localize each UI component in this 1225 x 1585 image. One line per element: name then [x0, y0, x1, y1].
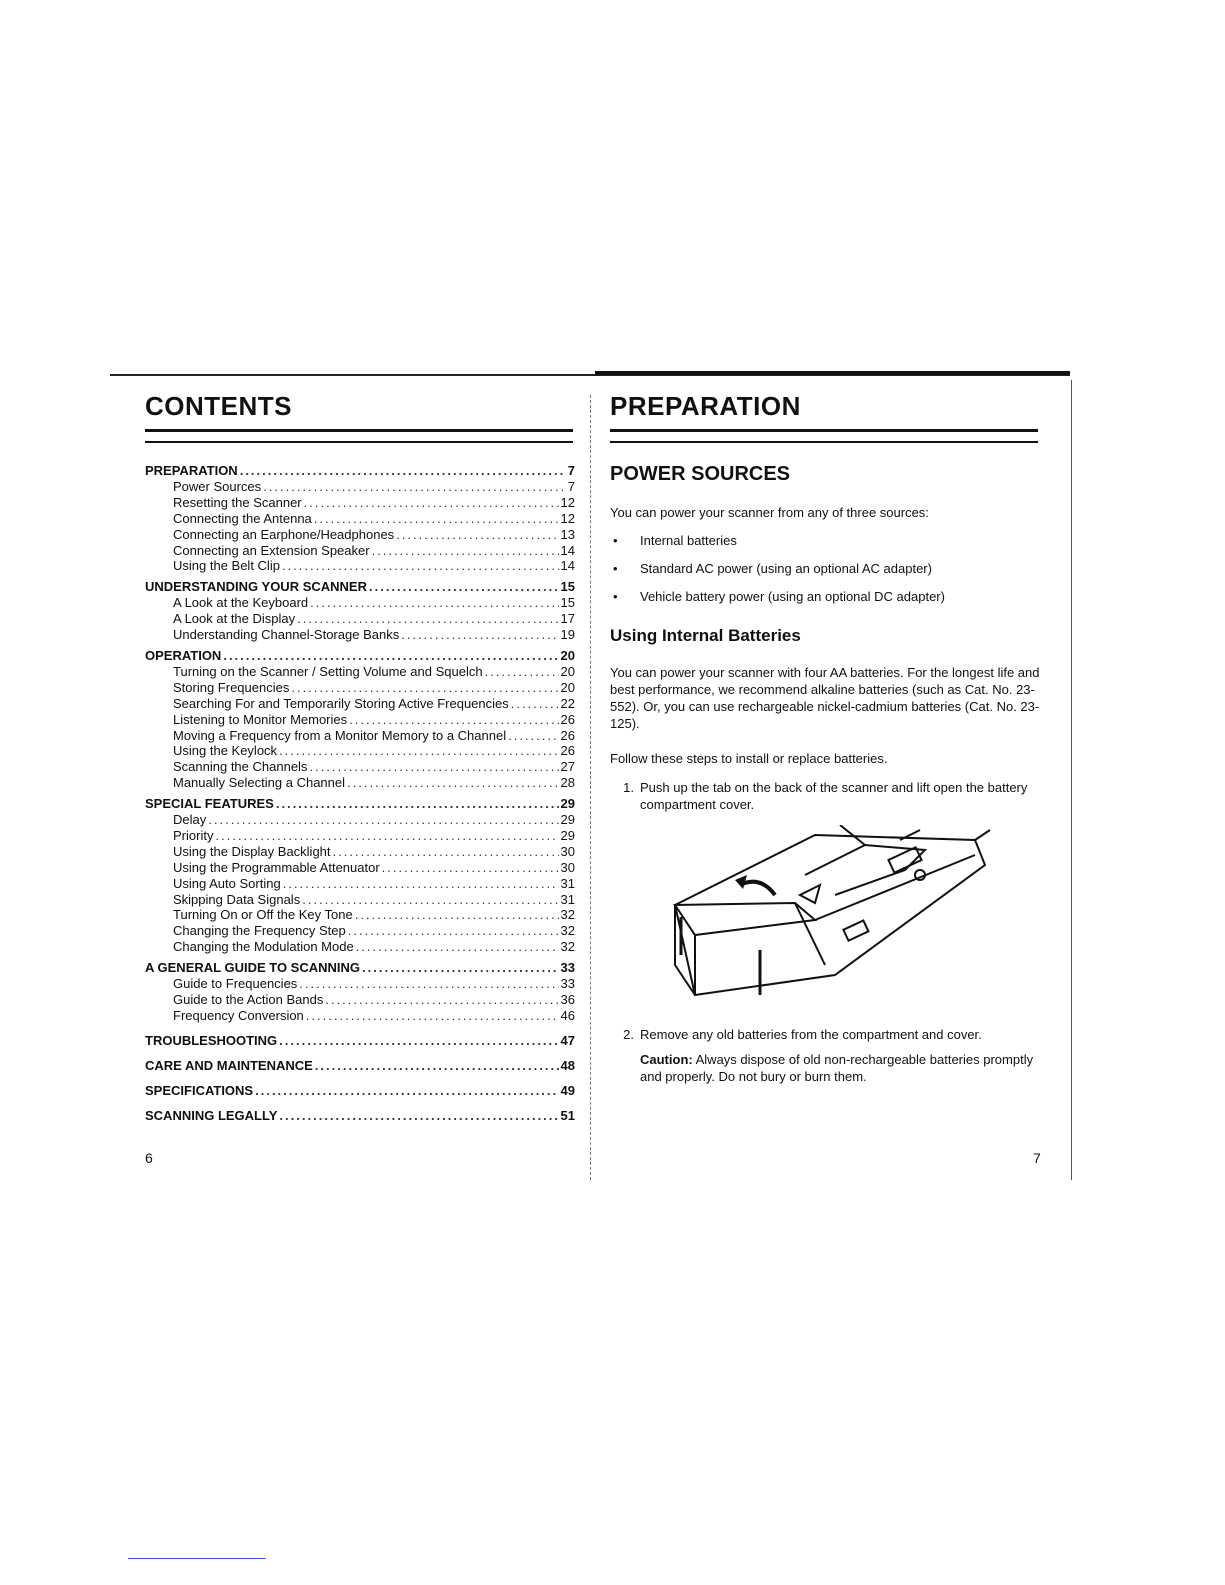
- toc-page-number: 33: [560, 976, 575, 992]
- center-gutter-line: [590, 395, 591, 1180]
- source-text: Vehicle battery power (using an optional DC adapter): [640, 589, 945, 604]
- list-item: [610, 589, 1042, 604]
- toc-leader-dots: [306, 1008, 559, 1024]
- toc-entry: [145, 844, 575, 860]
- toc-leader-dots: [369, 579, 559, 595]
- toc-leader-dots: [362, 960, 559, 976]
- contents-page: [145, 393, 575, 1123]
- step-2: [610, 1026, 1042, 1043]
- toc-leader-dots: [511, 696, 559, 712]
- toc-entry: [145, 1008, 575, 1024]
- toc-entry: [145, 812, 575, 828]
- toc-title: Connecting the Antenna: [173, 510, 312, 526]
- toc-title: CARE AND MAINTENANCE: [145, 1057, 313, 1073]
- toc-title: Understanding Channel-Storage Banks: [173, 627, 400, 643]
- toc-title: Scanning the Channels: [173, 759, 308, 775]
- toc-leader-dots: [396, 527, 558, 543]
- toc-leader-dots: [279, 1033, 558, 1049]
- toc-leader-dots: [325, 992, 558, 1008]
- internal-batteries-text: You can power your scanner with four AA batteries. For the longest life and best performance, we recommend alkaline batteries (such as Cat. No. 23-552). Or, you can use rechargeable nickel-cadmium batteries (Cat. No. 23-125).: [610, 665, 1040, 731]
- caution-note: [610, 1051, 1042, 1085]
- bullet-icon: •: [613, 561, 618, 576]
- toc-leader-dots: [297, 611, 558, 627]
- toc-section: [145, 1058, 575, 1074]
- toc-page-number: 26: [560, 727, 575, 743]
- toc-title: Priority: [173, 827, 214, 843]
- toc-title: Changing the Modulation Mode: [173, 939, 354, 955]
- toc-page-number: 46: [560, 1007, 575, 1023]
- toc-title: Using the Keylock: [173, 743, 278, 759]
- toc-entry: [145, 527, 575, 543]
- power-sources-intro: You can power your scanner from any of three sources:: [610, 505, 929, 520]
- toc-title: Searching For and Temporarily Storing Active Frequencies: [173, 695, 509, 711]
- toc-leader-dots: [355, 907, 559, 923]
- toc-page-number: 7: [567, 478, 575, 494]
- toc-leader-dots: [255, 1083, 558, 1099]
- toc-entry: [145, 680, 575, 696]
- toc-page-number: 7: [567, 463, 575, 478]
- toc-entry: [145, 828, 575, 844]
- toc-leader-dots: [263, 479, 566, 495]
- toc-title: A GENERAL GUIDE TO SCANNING: [145, 960, 361, 976]
- toc-leader-dots: [333, 844, 559, 860]
- toc-page-number: 48: [560, 1057, 575, 1073]
- toc-leader-dots: [299, 976, 558, 992]
- toc-page-number: 32: [560, 939, 575, 955]
- toc-section: [145, 960, 575, 976]
- toc-title: Resetting the Scanner: [173, 494, 302, 510]
- toc-title: Manually Selecting a Channel: [173, 775, 345, 791]
- power-sources-list: [610, 533, 1042, 604]
- footer-link-underline: [128, 1558, 266, 1559]
- toc-page-number: 51: [560, 1107, 575, 1123]
- toc-entry: [145, 712, 575, 728]
- page-number-right: 7: [1033, 1150, 1041, 1166]
- toc-entry: [145, 495, 575, 511]
- toc-leader-dots: [356, 939, 559, 955]
- toc-section: [145, 579, 575, 595]
- contents-heading: CONTENTS: [145, 391, 292, 421]
- install-steps-continued: [610, 1026, 1042, 1043]
- toc-page-number: 12: [560, 494, 575, 510]
- toc-entry: [145, 664, 575, 680]
- toc-title: A Look at the Display: [173, 611, 296, 627]
- toc-entry: [145, 558, 575, 574]
- toc-title: Guide to the Action Bands: [173, 992, 324, 1007]
- toc-page-number: 15: [560, 595, 575, 611]
- toc-page-number: 22: [560, 695, 575, 711]
- toc-page-number: 15: [560, 579, 575, 595]
- toc-page-number: 29: [560, 827, 575, 843]
- bullet-icon: •: [613, 589, 618, 604]
- toc-leader-dots: [315, 1058, 559, 1074]
- toc-leader-dots: [291, 680, 558, 696]
- power-sources-title: POWER SOURCES: [610, 463, 791, 485]
- preparation-heading: PREPARATION: [610, 391, 801, 421]
- toc-leader-dots: [215, 828, 558, 844]
- toc-title: Using the Display Backlight: [173, 843, 331, 859]
- step-number: 2.: [623, 1027, 634, 1042]
- toc-leader-dots: [310, 595, 558, 611]
- toc-entry: [145, 627, 575, 643]
- toc-page-number: 26: [560, 743, 575, 759]
- toc-title: Delay: [173, 812, 207, 828]
- toc-leader-dots: [309, 759, 558, 775]
- toc-page-number: 30: [560, 859, 575, 875]
- toc-title: Turning on the Scanner / Setting Volume and Squelch: [173, 663, 483, 679]
- toc-page-number: 19: [560, 627, 575, 643]
- toc-page-number: 30: [560, 843, 575, 859]
- toc-entry: [145, 479, 575, 495]
- toc-entry: [145, 775, 575, 791]
- toc-section: [145, 1108, 575, 1124]
- right-page-edge: [1071, 380, 1072, 1180]
- toc-leader-dots: [279, 743, 558, 759]
- toc-page-number: 26: [560, 711, 575, 727]
- toc-title: Moving a Frequency from a Monitor Memory to a Channel: [173, 727, 507, 743]
- toc-leader-dots: [282, 558, 559, 574]
- toc-entry: [145, 860, 575, 876]
- toc-section: [145, 796, 575, 812]
- toc-page-number: 14: [560, 542, 575, 558]
- toc-page-number: 27: [560, 759, 575, 775]
- steps-intro: Follow these steps to install or replace batteries.: [610, 751, 888, 766]
- toc-page-number: 47: [560, 1032, 575, 1048]
- toc-leader-dots: [304, 495, 559, 511]
- toc-entry: [145, 939, 575, 955]
- toc-entry: [145, 907, 575, 923]
- heading-rule: [145, 429, 573, 443]
- toc-entry: [145, 743, 575, 759]
- toc-title: SCANNING LEGALLY: [145, 1107, 278, 1123]
- toc-leader-dots: [279, 1108, 558, 1124]
- toc-entry: [145, 923, 575, 939]
- toc-entry: [145, 511, 575, 527]
- toc-leader-dots: [314, 511, 559, 527]
- toc-title: Turning On or Off the Key Tone: [173, 907, 353, 923]
- toc-leader-dots: [208, 812, 558, 828]
- toc-leader-dots: [372, 543, 559, 559]
- table-of-contents: [145, 463, 575, 1123]
- toc-entry: [145, 892, 575, 908]
- toc-title: Frequency Conversion: [173, 1007, 304, 1023]
- toc-title: UNDERSTANDING YOUR SCANNER: [145, 579, 367, 595]
- toc-entry: [145, 696, 575, 712]
- toc-page-number: 20: [560, 663, 575, 679]
- toc-page-number: 49: [560, 1082, 575, 1098]
- toc-title: Using Auto Sorting: [173, 875, 281, 891]
- toc-title: Using the Belt Clip: [173, 558, 280, 574]
- toc-title: A Look at the Keyboard: [173, 595, 309, 611]
- toc-leader-dots: [302, 892, 558, 908]
- toc-entry: [145, 595, 575, 611]
- toc-entry: [145, 728, 575, 744]
- toc-page-number: 28: [560, 775, 575, 791]
- page-number-left: 6: [145, 1150, 153, 1166]
- toc-page-number: 33: [560, 960, 575, 976]
- toc-leader-dots: [223, 648, 558, 664]
- toc-entry: [145, 611, 575, 627]
- toc-title: OPERATION: [145, 647, 222, 663]
- source-text: Internal batteries: [640, 533, 737, 548]
- toc-leader-dots: [276, 796, 559, 812]
- toc-entry: [145, 976, 575, 992]
- bullet-icon: •: [613, 533, 618, 548]
- toc-page-number: 29: [560, 812, 575, 828]
- battery-compartment-illustration: [665, 825, 995, 1005]
- toc-title: Listening to Monitor Memories: [173, 711, 348, 727]
- toc-page-number: 17: [560, 611, 575, 627]
- toc-title: SPECIAL FEATURES: [145, 796, 274, 812]
- step-text: Push up the tab on the back of the scanner and lift open the battery compartment cover.: [640, 780, 1028, 812]
- toc-title: Connecting an Earphone/Headphones: [173, 526, 395, 542]
- preparation-page: [610, 393, 1042, 1085]
- toc-title: Changing the Frequency Step: [173, 923, 346, 939]
- source-text: Standard AC power (using an optional AC adapter): [640, 561, 932, 576]
- toc-title: SPECIFICATIONS: [145, 1082, 254, 1098]
- toc-leader-dots: [508, 728, 558, 744]
- toc-title: Guide to Frequencies: [173, 976, 298, 992]
- install-steps: [610, 779, 1042, 813]
- toc-title: Power Sources: [173, 478, 262, 494]
- toc-leader-dots: [240, 463, 566, 479]
- toc-title: Skipping Data Signals: [173, 891, 301, 907]
- step-1: [610, 779, 1042, 813]
- heading-rule: [610, 429, 1038, 443]
- toc-title: TROUBLESHOOTING: [145, 1032, 278, 1048]
- caution-text: Always dispose of old non-rechargeable batteries promptly and properly. Do not bury or burn them.: [640, 1052, 1034, 1084]
- toc-entry: [145, 992, 575, 1008]
- toc-title: Using the Programmable Attenuator: [173, 859, 380, 875]
- toc-page-number: 13: [560, 526, 575, 542]
- top-rule-heavy: [595, 371, 1070, 375]
- toc-title: Storing Frequencies: [173, 679, 290, 695]
- toc-page-number: 31: [560, 891, 575, 907]
- toc-section: [145, 648, 575, 664]
- toc-page-number: 36: [560, 992, 575, 1007]
- toc-page-number: 32: [560, 907, 575, 923]
- toc-entry: [145, 759, 575, 775]
- toc-entry: [145, 543, 575, 559]
- toc-leader-dots: [347, 775, 559, 791]
- toc-leader-dots: [348, 923, 559, 939]
- toc-leader-dots: [485, 664, 559, 680]
- toc-page-number: 20: [560, 647, 575, 663]
- step-number: 1.: [623, 780, 634, 795]
- toc-page-number: 12: [560, 510, 575, 526]
- step-text: Remove any old batteries from the compartment and cover.: [640, 1027, 982, 1042]
- list-item: [610, 533, 1042, 548]
- toc-section: [145, 1033, 575, 1049]
- toc-page-number: 31: [560, 875, 575, 891]
- caution-label: Caution:: [640, 1052, 693, 1067]
- toc-leader-dots: [401, 627, 558, 643]
- toc-page-number: 32: [560, 923, 575, 939]
- toc-title: PREPARATION: [145, 463, 238, 478]
- toc-section: [145, 463, 575, 479]
- toc-title: Connecting an Extension Speaker: [173, 542, 370, 558]
- toc-page-number: 20: [560, 679, 575, 695]
- toc-page-number: 29: [560, 796, 575, 812]
- toc-leader-dots: [349, 712, 558, 728]
- toc-section: [145, 1083, 575, 1099]
- internal-batteries-title: Using Internal Batteries: [610, 626, 801, 645]
- toc-leader-dots: [382, 860, 559, 876]
- list-item: [610, 561, 1042, 576]
- toc-leader-dots: [283, 876, 559, 892]
- toc-page-number: 14: [560, 558, 575, 574]
- toc-entry: [145, 876, 575, 892]
